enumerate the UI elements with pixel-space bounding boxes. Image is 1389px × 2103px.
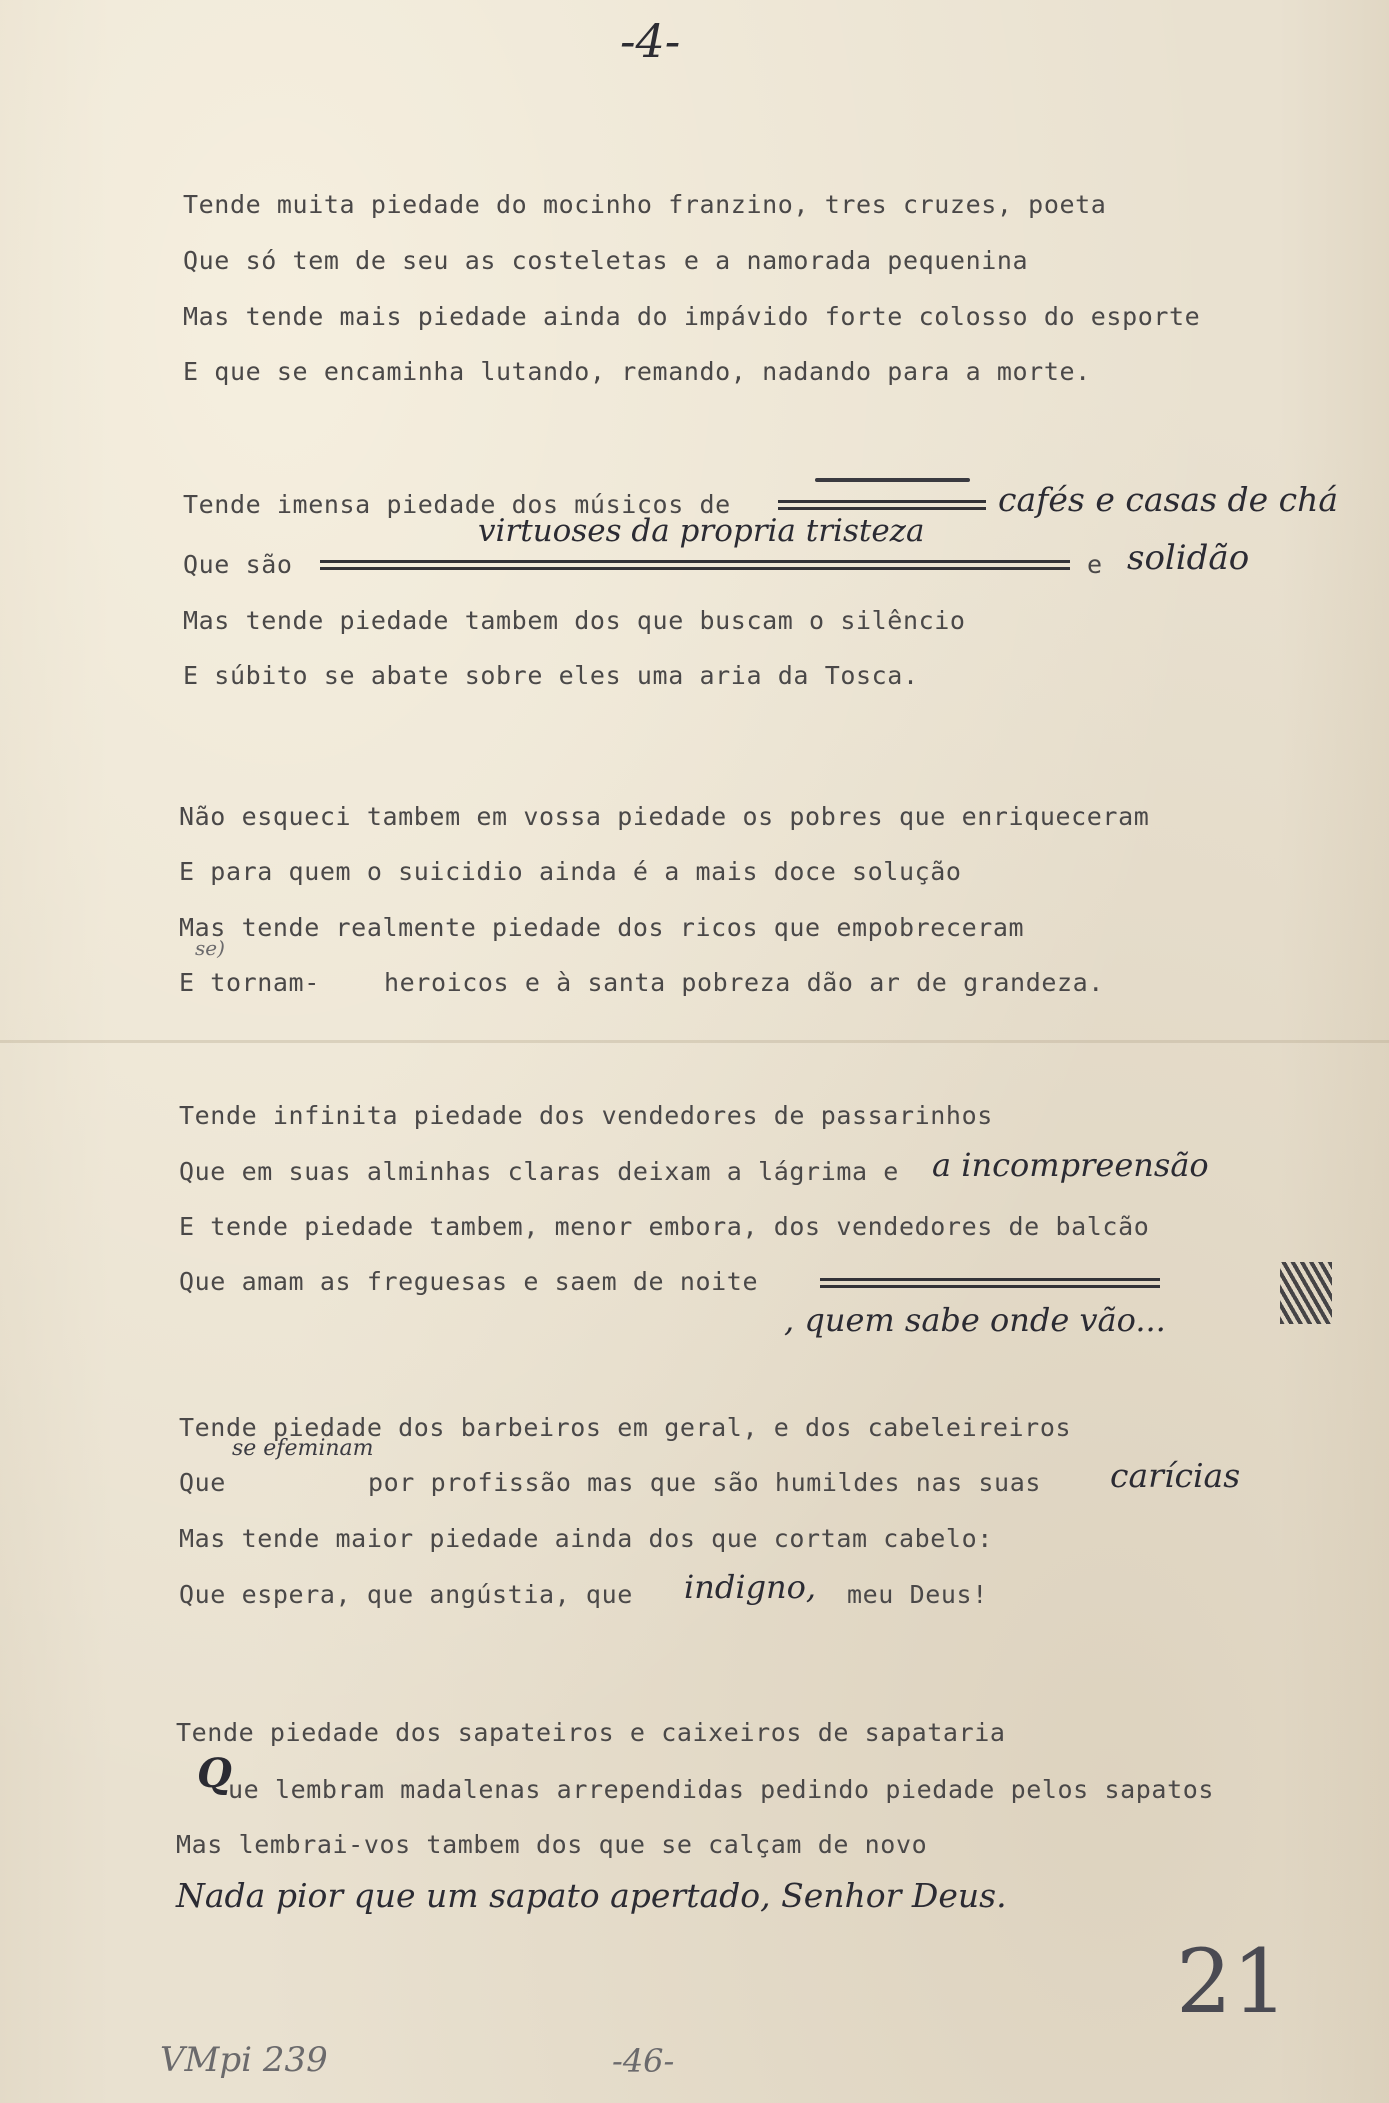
correction-indigno: indigno, xyxy=(684,1568,817,1606)
stanza-6-line-2: ue lembram madalenas arrependidas pedindo piedade pelos sapatos xyxy=(228,1775,1215,1804)
stanza-6-line-3: Mas lembrai-vos tambem dos que se calçam de novo xyxy=(176,1830,928,1859)
stanza-1-line-2: Que só tem de seu as costeletas e a namorada pequenina xyxy=(183,246,1029,275)
stanza-3-line-3: Mas tende realmente piedade dos ricos que empobreceram xyxy=(179,913,1025,942)
struck-words-2 xyxy=(820,1278,1160,1288)
margin-number: 21 xyxy=(1176,1930,1288,2033)
stanza-5-line-2b: por profissão mas que são humildes nas suas xyxy=(368,1468,1042,1497)
correction-caricias: carícias xyxy=(1110,1456,1241,1495)
stanza-4-line-2: Que em suas alminhas claras deixam a lágrima e xyxy=(179,1157,899,1186)
correction-virtuoses: virtuoses da propria tristeza xyxy=(478,513,925,549)
stanza-3-line-2: E para quem o suicidio ainda é a mais doce solução xyxy=(179,857,962,886)
stanza-2-line-3: Mas tende piedade tambem dos que buscam o silêncio xyxy=(183,606,966,635)
correction-nada-pior: Nada pior que um sapato apertado, Senhor Deus. xyxy=(176,1876,1007,1915)
stanza-5-line-4a: Que espera, que angústia, que xyxy=(179,1580,633,1609)
stanza-2-line-2: Que são xyxy=(183,550,293,579)
ink-scribble-mark xyxy=(1280,1262,1332,1324)
correction-se-efeminam: se efeminam xyxy=(232,1436,374,1461)
struck-words xyxy=(320,560,1070,570)
stanza-5-line-2a: Que xyxy=(179,1468,226,1497)
page-number: -4- xyxy=(620,14,681,68)
stanza-3-line-4a: E tornam- xyxy=(179,968,320,997)
stanza-4-line-4: Que amam as freguesas e saem de noite xyxy=(179,1267,759,1296)
stanza-1-line-4: E que se encaminha lutando, remando, nadando para a morte. xyxy=(183,357,1091,386)
correction-incompreensao: a incompreensão xyxy=(932,1146,1209,1184)
strike-mark xyxy=(815,478,970,482)
stanza-6-line-1: Tende piedade dos sapateiros e caixeiros de sapataria xyxy=(176,1718,1006,1747)
stanza-4-line-3: E tende piedade tambem, menor embora, dos vendedores de balcão xyxy=(179,1212,1150,1241)
stanza-4-line-1: Tende infinita piedade dos vendedores de passarinhos xyxy=(179,1101,993,1130)
correction-se: se) xyxy=(195,936,225,960)
struck-word xyxy=(778,500,986,510)
correction-e-typed: e xyxy=(1087,550,1103,579)
footer-shelfmark: VMpi 239 xyxy=(160,2040,328,2080)
correction-q: Q xyxy=(197,1750,232,1797)
stanza-5-line-3: Mas tende maior piedade ainda dos que cortam cabelo: xyxy=(179,1524,993,1553)
correction-cafes: cafés e casas de chá xyxy=(998,480,1339,519)
footer-folio: -46- xyxy=(612,2042,675,2080)
correction-solidao: solidão xyxy=(1127,538,1250,578)
stanza-2-line-1: Tende imensa piedade dos músicos de xyxy=(183,490,731,519)
stanza-3-line-4b: heroicos e à santa pobreza dão ar de grandeza. xyxy=(384,968,1104,997)
correction-quem-sabe: , quem sabe onde vão... xyxy=(784,1301,1166,1339)
stanza-1-line-1: Tende muita piedade do mocinho franzino, tres cruzes, poeta xyxy=(183,190,1107,219)
stanza-5-line-4b: meu Deus! xyxy=(847,1580,988,1609)
stanza-1-line-3: Mas tende mais piedade ainda do impávido forte colosso do esporte xyxy=(183,302,1201,331)
stanza-5-line-1: Tende piedade dos barbeiros em geral, e dos cabeleireiros xyxy=(179,1413,1072,1442)
stanza-2-line-4: E súbito se abate sobre eles uma aria da Tosca. xyxy=(183,661,919,690)
stanza-3-line-1: Não esqueci tambem em vossa piedade os pobres que enriqueceram xyxy=(179,802,1150,831)
paper-fold-line xyxy=(0,1040,1389,1043)
